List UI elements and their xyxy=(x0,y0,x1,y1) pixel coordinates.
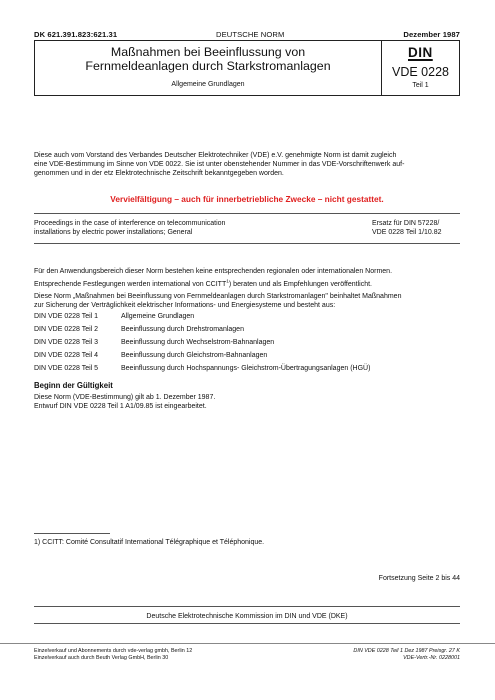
ccitt-text: Entsprechende Festlegungen werden international von CCITT xyxy=(34,281,227,288)
order-info xyxy=(353,648,460,662)
validity-heading: Beginn der Gültigkeit xyxy=(34,381,113,390)
divider xyxy=(34,606,460,607)
din-logo: DIN xyxy=(408,45,433,60)
part-list-item xyxy=(34,364,370,373)
title-line-1: Maßnahmen bei Beeinflussung von xyxy=(110,45,306,59)
english-title-line-2: installations by electric power installations; General xyxy=(34,229,193,236)
publisher-line-1: Einzelverkauf und Abonnements durch vde-verlag gmbh, Berlin 12 xyxy=(34,648,193,654)
footnote-ref: 1 xyxy=(226,279,229,285)
divider xyxy=(34,623,460,624)
content-paragraph xyxy=(34,292,464,310)
replacement-line-1: Ersatz für DIN 57228/ xyxy=(372,220,440,227)
validity-line-2: Entwurf DIN VDE 0228 Teil 1 A1/09.85 ist eingearbeitet. xyxy=(34,403,207,410)
standard-type: DEUTSCHE NORM xyxy=(216,30,285,39)
reproduction-notice: Vervielfältigung – auch für innerbetriebliche Zwecke – nicht gestattet. xyxy=(110,194,384,204)
continuation-note: Fortsetzung Seite 2 bis 44 xyxy=(378,575,460,582)
part-title: Beeinflussung durch Gleichstrom-Bahnanlagen xyxy=(121,352,268,359)
replacement-note xyxy=(372,219,442,237)
footnote-rule xyxy=(34,533,110,534)
publisher-info xyxy=(34,648,192,662)
publisher-line-2: Einzelverkauf auch durch Beuth Verlag GmbH, Berlin 30 xyxy=(34,655,169,661)
part-title: Allgemeine Grundlagen xyxy=(121,313,195,320)
content-line-2: zur Sicherung der Verträglichkeit elektrischer Informations- und Energiesysteme und besteht aus: xyxy=(34,302,336,309)
approval-paragraph xyxy=(34,151,464,178)
approval-line-1: Diese auch vom Vorstand des Verbandes Deutscher Elektrotechniker (VDE) e.V. genehmigte Norm ist damit zugleich xyxy=(34,152,397,159)
approval-line-3: genommen und in der etz Elektrotechnische Zeitschrift bekanntgegeben worden. xyxy=(34,170,284,177)
ccitt-text-end: ) beraten und als Empfehlungen veröffentlicht. xyxy=(228,281,372,288)
part-code: DIN VDE 0228 Teil 3 xyxy=(34,339,99,346)
validity-line-1: Diese Norm (VDE-Bestimmung) gilt ab 1. Dezember 1987. xyxy=(34,394,216,401)
part-code: DIN VDE 0228 Teil 1 xyxy=(34,313,99,320)
part-title: Beeinflussung durch Hochspannungs- Gleichstrom-Übertragungsanlagen (HGÜ) xyxy=(121,365,371,372)
order-line-2: VDE-Vertr.-Nr. 0228001 xyxy=(403,655,460,661)
part-code: DIN VDE 0228 Teil 4 xyxy=(34,352,99,359)
issue-date: Dezember 1987 xyxy=(403,30,460,39)
vde-number: VDE 0228 xyxy=(392,65,449,79)
ccitt-paragraph xyxy=(34,280,464,289)
divider xyxy=(34,213,460,214)
validity-paragraph xyxy=(34,393,215,411)
replacement-line-2: VDE 0228 Teil 1/10.82 xyxy=(372,229,442,236)
scope-paragraph: Für den Anwendungsbereich dieser Norm bestehen keine entsprechenden regionalen oder internationalen Normen. xyxy=(34,268,393,275)
document-subtitle: Allgemeine Grundlagen xyxy=(171,81,245,88)
part-list-item xyxy=(34,312,194,321)
approval-line-2: eine VDE-Bestimmung im Sinne von VDE 0022. Sie ist unter obenstehender Nummer in das VDE-Vorschriftenwerk auf- xyxy=(34,161,405,168)
part-number: Teil 1 xyxy=(412,82,429,89)
part-title: Beeinflussung durch Wechselstrom-Bahnanlagen xyxy=(121,339,275,346)
committee: Deutsche Elektrotechnische Kommission im DIN und VDE (DKE) xyxy=(146,613,348,620)
footer-rule xyxy=(0,643,495,644)
divider xyxy=(34,243,460,244)
part-code: DIN VDE 0228 Teil 5 xyxy=(34,365,99,372)
order-line-1: DIN VDE 0228 Teil 1 Dez 1987 Preisgr. 27 K xyxy=(353,648,460,654)
title-box xyxy=(34,40,382,96)
title-line-2: Fernmeldeanlagen durch Starkstromanlagen xyxy=(85,58,331,73)
part-list-item xyxy=(34,338,274,347)
english-title-line-1: Proceedings in the case of interference on telecommunication xyxy=(34,220,226,227)
part-list-item xyxy=(34,351,267,360)
part-code: DIN VDE 0228 Teil 2 xyxy=(34,326,99,333)
content-line-1: Diese Norm „Maßnahmen bei Beeinflussung von Fernmeldeanlagen durch Starkstromanlagen" beinhaltet Maßnahmen xyxy=(34,293,402,300)
english-title xyxy=(34,219,225,237)
document-title xyxy=(35,46,381,73)
document-classification: DK 621.391.823:621.31 xyxy=(34,30,118,39)
part-list-item xyxy=(34,325,244,334)
footnote: 1) CCITT: Comité Consultatif International Télégraphique et Téléphonique. xyxy=(34,539,265,546)
part-title: Beeinflussung durch Drehstromanlagen xyxy=(121,326,244,333)
din-number-box xyxy=(382,40,460,96)
